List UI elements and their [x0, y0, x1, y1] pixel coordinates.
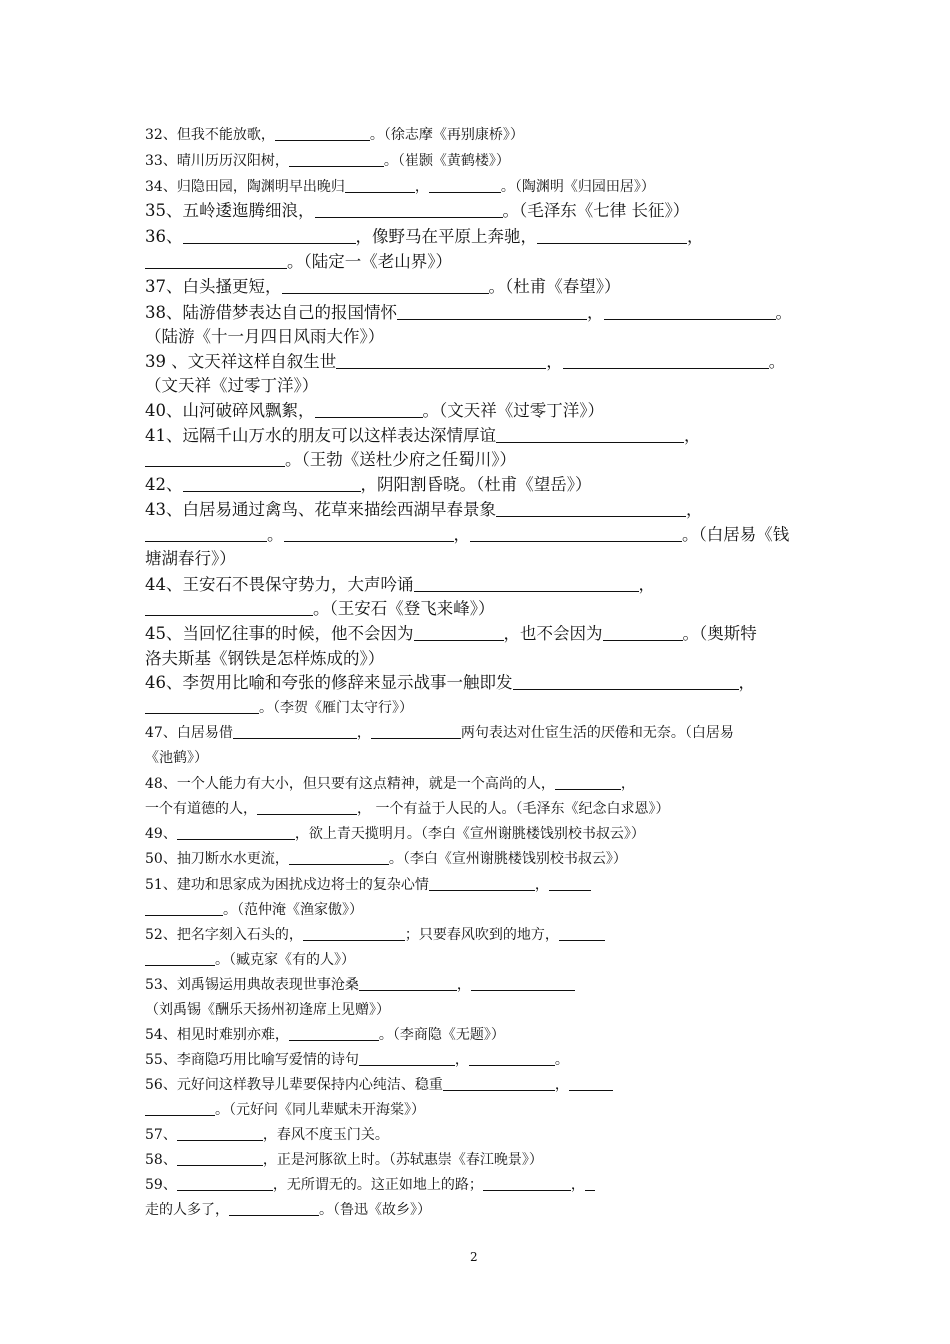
answer-blank[interactable]	[471, 989, 575, 991]
question-text: 。（杜甫《春望》）	[488, 277, 621, 296]
question-44-cont	[145, 601, 495, 618]
question-text: 。（陆定一《老山界》）	[287, 252, 452, 271]
question-text: 58、	[145, 1152, 177, 1168]
answer-blank[interactable]	[555, 788, 621, 790]
question-39-cont	[145, 378, 318, 395]
answer-blank[interactable]	[603, 639, 683, 641]
question-48-cont	[145, 802, 669, 816]
answer-blank[interactable]	[397, 318, 587, 320]
answer-blank[interactable]	[289, 1039, 379, 1041]
answer-blank[interactable]	[585, 1189, 595, 1191]
question-text: 。（王勃《送杜少府之任蜀川》）	[285, 450, 516, 469]
question-text: 。	[768, 352, 786, 371]
question-36-cont	[145, 254, 452, 271]
question-33	[145, 154, 510, 168]
question-text: 。（鲁迅《故乡》）	[319, 1202, 431, 1218]
question-text: 40、山河破碎风飘絮，	[145, 401, 315, 420]
question-text: （陆游《十一月四日风雨大作》）	[145, 327, 385, 346]
question-text: 33、晴川历历汉阳树，	[145, 153, 289, 169]
answer-blank[interactable]	[483, 1189, 571, 1191]
question-text: ，	[686, 500, 703, 519]
question-43-cont2	[145, 551, 236, 568]
question-text: 49、	[145, 826, 177, 842]
answer-blank[interactable]	[513, 688, 739, 690]
answer-blank[interactable]	[429, 889, 535, 891]
answer-blank[interactable]	[177, 1189, 273, 1191]
question-text: 37、白头搔更短，	[145, 277, 282, 296]
answer-blank[interactable]	[145, 267, 287, 269]
question-text: 。（李贺《雁门太守行》）	[259, 700, 413, 716]
question-text: ，	[356, 725, 371, 741]
question-58	[145, 1153, 543, 1167]
question-text: 。（白居易《钱	[682, 525, 790, 544]
answer-blank[interactable]	[470, 540, 682, 542]
question-text: 52、把名字刻入石头的，	[145, 927, 303, 943]
question-text: 。（徐志摩《再别康桥》）	[369, 127, 524, 143]
question-text: ，	[546, 352, 563, 371]
question-text: 51、建功和思家成为困扰戍边将士的复杂心情	[145, 877, 429, 893]
question-text: 。（奥斯特	[682, 624, 757, 643]
answer-blank[interactable]	[177, 1139, 263, 1141]
question-text: 。（李白《宣州谢朓楼饯别校书叔云》）	[388, 851, 627, 867]
question-text: ，	[738, 673, 755, 692]
question-text: 。（臧克家《有的人》）	[215, 952, 355, 968]
question-42	[145, 477, 592, 494]
answer-blank[interactable]	[289, 165, 384, 167]
answer-blank[interactable]	[371, 737, 461, 739]
question-text: 35、五岭逶迤腾细浪，	[145, 201, 315, 220]
question-text: 36、	[145, 227, 183, 246]
question-text: 42、	[145, 475, 183, 494]
question-text: ，也不会因为	[503, 624, 603, 643]
question-text: ，	[684, 426, 701, 445]
question-text: ，春风不度玉门关。	[262, 1127, 389, 1143]
question-32	[145, 128, 524, 142]
answer-blank[interactable]	[177, 1164, 263, 1166]
question-45-cont	[145, 651, 384, 668]
question-55	[145, 1053, 569, 1067]
answer-blank[interactable]	[145, 465, 285, 467]
question-46	[145, 675, 755, 692]
answer-blank[interactable]	[443, 1089, 555, 1091]
question-text: 。	[267, 525, 284, 544]
question-59-cont	[145, 1203, 431, 1217]
question-text: 50、抽刀断水水更流，	[145, 851, 289, 867]
answer-blank[interactable]	[496, 515, 686, 517]
answer-blank[interactable]	[315, 416, 423, 418]
question-text: ，	[453, 525, 470, 544]
question-text: 46、李贺用比喻和夸张的修辞来显示战事一触即发	[145, 673, 513, 692]
answer-blank[interactable]	[229, 1214, 319, 1216]
answer-blank[interactable]	[414, 639, 504, 641]
answer-blank[interactable]	[569, 1089, 613, 1091]
question-text: 。	[775, 303, 792, 322]
question-48	[145, 777, 635, 791]
question-text: 43、白居易通过禽鸟、花草来描绘西湖早春景象	[145, 500, 496, 519]
answer-blank[interactable]	[183, 490, 361, 492]
question-51	[145, 878, 591, 892]
question-text: 39 、文天祥这样自叙生世	[145, 352, 337, 371]
answer-blank[interactable]	[145, 914, 223, 916]
question-text: ，	[454, 1052, 469, 1068]
question-34	[145, 180, 655, 194]
answer-blank[interactable]	[284, 540, 454, 542]
question-text: 54、相见时难别亦难，	[145, 1027, 289, 1043]
answer-blank[interactable]	[537, 242, 687, 244]
question-text: ，	[534, 877, 549, 893]
question-47-cont	[145, 751, 208, 765]
page-number: 2	[470, 1250, 478, 1264]
question-text: 。（李商隐《无题》）	[378, 1027, 505, 1043]
answer-blank[interactable]	[429, 191, 501, 193]
question-54	[145, 1028, 505, 1042]
question-text: 38、陆游借梦表达自己的报国情怀	[145, 303, 397, 322]
question-text: ，	[587, 303, 604, 322]
answer-blank[interactable]	[145, 1114, 215, 1116]
answer-blank[interactable]	[275, 139, 370, 141]
answer-blank[interactable]	[469, 1064, 555, 1066]
question-text: 55、李商隐巧用比喻写爱情的诗句	[145, 1052, 359, 1068]
question-text: 《池鹤》）	[145, 750, 208, 766]
question-46-cont	[145, 701, 413, 715]
question-47	[145, 726, 734, 740]
question-text: 44、王安石不畏保守势力，大声吟诵	[145, 575, 414, 594]
question-text: （刘禹锡《酬乐天扬州初逢席上见赠》）	[145, 1002, 390, 1018]
question-39	[145, 354, 785, 371]
question-57	[145, 1128, 389, 1142]
question-text: ，	[570, 1177, 585, 1193]
question-text: 34、归隐田园，陶渊明早出晚归	[145, 179, 345, 195]
question-text: 。（崔颢《黄鹤楼》）	[383, 153, 510, 169]
question-text: ，	[554, 1077, 569, 1093]
answer-blank[interactable]	[604, 318, 776, 320]
question-text: ，阴阳割昏晓。（杜甫《望岳》）	[360, 475, 592, 494]
answer-blank[interactable]	[282, 292, 489, 294]
answer-blank[interactable]	[177, 838, 295, 840]
answer-blank[interactable]	[563, 367, 769, 369]
question-text: ，	[620, 776, 635, 792]
answer-blank[interactable]	[145, 540, 267, 542]
question-56-cont	[145, 1103, 425, 1117]
answer-blank[interactable]	[359, 989, 457, 991]
question-text: 一个有道德的人，	[145, 801, 257, 817]
question-text: 塘湖春行》）	[145, 549, 236, 568]
question-56	[145, 1078, 613, 1092]
answer-blank[interactable]	[183, 242, 356, 244]
question-40	[145, 403, 604, 420]
question-text: 53、刘禹锡运用典故表现世事沧桑	[145, 977, 359, 993]
answer-blank[interactable]	[289, 863, 389, 865]
question-text: 57、	[145, 1127, 177, 1143]
answer-blank[interactable]	[257, 813, 357, 815]
question-text: ，像野马在平原上奔驰，	[355, 227, 537, 246]
question-text: ，	[638, 575, 655, 594]
answer-blank[interactable]	[359, 1064, 455, 1066]
answer-blank[interactable]	[145, 964, 215, 966]
answer-blank[interactable]	[145, 614, 313, 616]
question-38	[145, 305, 792, 322]
question-text: ，无所谓无的。这正如地上的路；	[272, 1177, 483, 1193]
question-text: ，正是河豚欲上时。（苏轼惠崇《春江晚景》）	[262, 1152, 543, 1168]
question-text: 。（毛泽东《七律 长征》）	[502, 201, 690, 220]
answer-blank[interactable]	[496, 441, 684, 443]
answer-blank[interactable]	[336, 367, 546, 369]
question-text: 32、但我不能放歌，	[145, 127, 275, 143]
answer-blank[interactable]	[549, 889, 591, 891]
question-37	[145, 279, 621, 296]
question-53	[145, 978, 575, 992]
question-text: 45、当回忆往事的时候，他不会因为	[145, 624, 414, 643]
question-text: 56、元好问这样教导儿辈要保持内心纯洁、稳重	[145, 1077, 443, 1093]
question-text: 41、远隔千山万水的朋友可以这样表达深情厚谊	[145, 426, 496, 445]
answer-blank[interactable]	[559, 939, 605, 941]
question-text: 。（陶渊明《归园田居》）	[500, 179, 655, 195]
question-51-cont	[145, 903, 363, 917]
answer-blank[interactable]	[315, 216, 503, 218]
question-49	[145, 827, 645, 841]
question-text: 。（王安石《登飞来峰》）	[313, 599, 495, 618]
answer-blank[interactable]	[414, 590, 639, 592]
question-44	[145, 577, 655, 594]
question-text: 。（文天祥《过零丁洋》）	[422, 401, 604, 420]
question-text: 。（元好问《同儿辈赋未开海棠》）	[215, 1102, 425, 1118]
question-text: 47、白居易借	[145, 725, 233, 741]
question-text: 。	[554, 1052, 569, 1068]
answer-blank[interactable]	[345, 191, 415, 193]
question-52-cont	[145, 953, 355, 967]
question-59	[145, 1178, 595, 1192]
question-43	[145, 502, 703, 519]
question-text: 48、一个人能力有大小，但只要有这点精神，就是一个高尚的人，	[145, 776, 555, 792]
question-text: ，	[687, 227, 704, 246]
question-53-cont	[145, 1003, 390, 1017]
question-text: ，	[414, 179, 429, 195]
question-41	[145, 428, 701, 445]
question-text: ， 一个有益于人民的人。（毛泽东《纪念白求恩》）	[357, 801, 670, 817]
question-text: ；只要春风吹到的地方，	[404, 927, 559, 943]
question-text: ，欲上青天揽明月。（李白《宣州谢朓楼饯别校书叔云》）	[294, 826, 645, 842]
question-52	[145, 928, 605, 942]
question-text: 两句表达对仕宦生活的厌倦和无奈。（白居易	[460, 725, 734, 741]
question-35	[145, 203, 689, 220]
question-text: 洛夫斯基《钢铁是怎样炼成的》）	[145, 649, 385, 668]
question-text: 59、	[145, 1177, 177, 1193]
question-50	[145, 852, 627, 866]
question-text: 。（范仲淹《渔家傲》）	[223, 902, 363, 918]
question-43-cont	[145, 527, 789, 544]
answer-blank[interactable]	[233, 737, 357, 739]
answer-blank[interactable]	[145, 712, 259, 714]
question-text: （文天祥《过零丁洋》）	[145, 376, 319, 395]
question-text: ，	[456, 977, 471, 993]
question-41-cont	[145, 452, 516, 469]
question-text: 走的人多了，	[145, 1202, 229, 1218]
answer-blank[interactable]	[303, 939, 405, 941]
question-45	[145, 626, 757, 643]
question-36	[145, 229, 704, 246]
question-38-cont	[145, 329, 384, 346]
